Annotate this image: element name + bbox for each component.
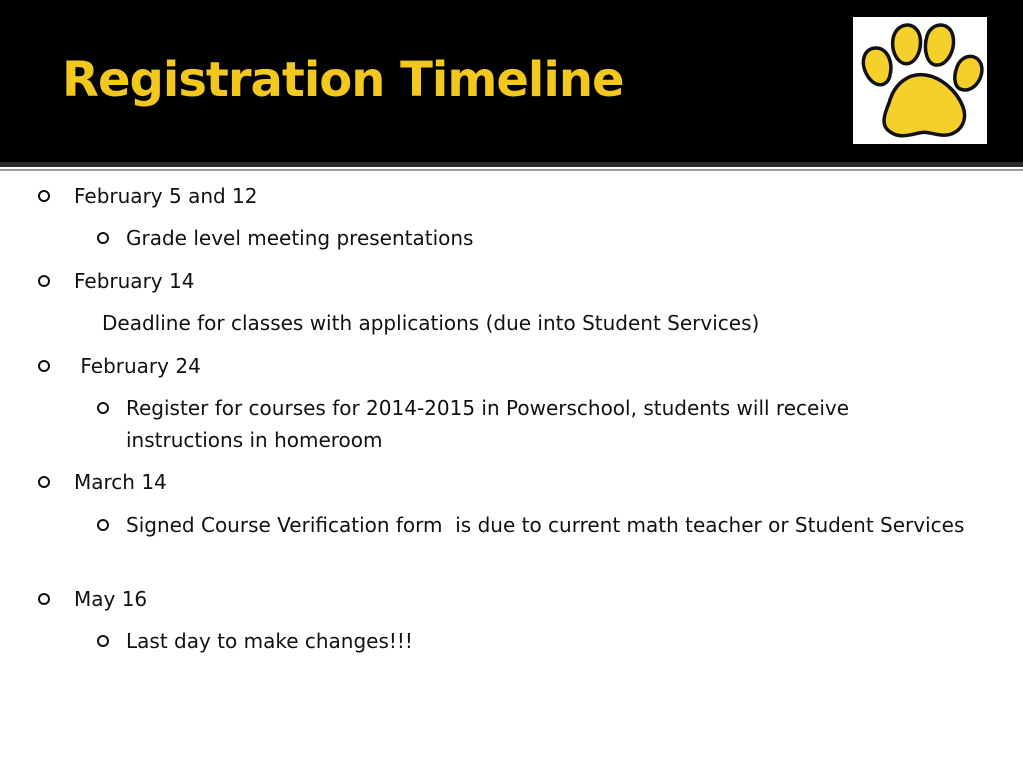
list-item: February 24 xyxy=(74,354,201,378)
slide-title: Registration Timeline xyxy=(62,52,624,108)
list-item: Last day to make changes!!! xyxy=(126,629,413,653)
bullet-icon xyxy=(38,275,50,287)
list-item: Register for courses for 2014-2015 in Powerschool, students will receive instructions in homeroom xyxy=(126,396,850,452)
bullet-icon xyxy=(97,519,109,531)
bullet-icon xyxy=(97,232,109,244)
list-item: February 5 and 12 xyxy=(74,184,258,208)
list-item: May 16 xyxy=(74,587,148,611)
bullet-icon xyxy=(97,635,109,647)
bullet-icon xyxy=(38,190,50,202)
bullet-icon xyxy=(38,476,50,488)
bullet-icon xyxy=(97,402,109,414)
list-item: March 14 xyxy=(74,470,167,494)
list-item: February 14 xyxy=(74,269,195,293)
list-item: Grade level meeting presentations xyxy=(126,226,474,250)
list-item: Deadline for classes with applications (due into Student Services) xyxy=(102,311,760,335)
list-item: Signed Course Verification form is due to current math teacher or Student Services xyxy=(126,513,965,537)
bullet-icon xyxy=(38,360,50,372)
bullet-icon xyxy=(38,593,50,605)
